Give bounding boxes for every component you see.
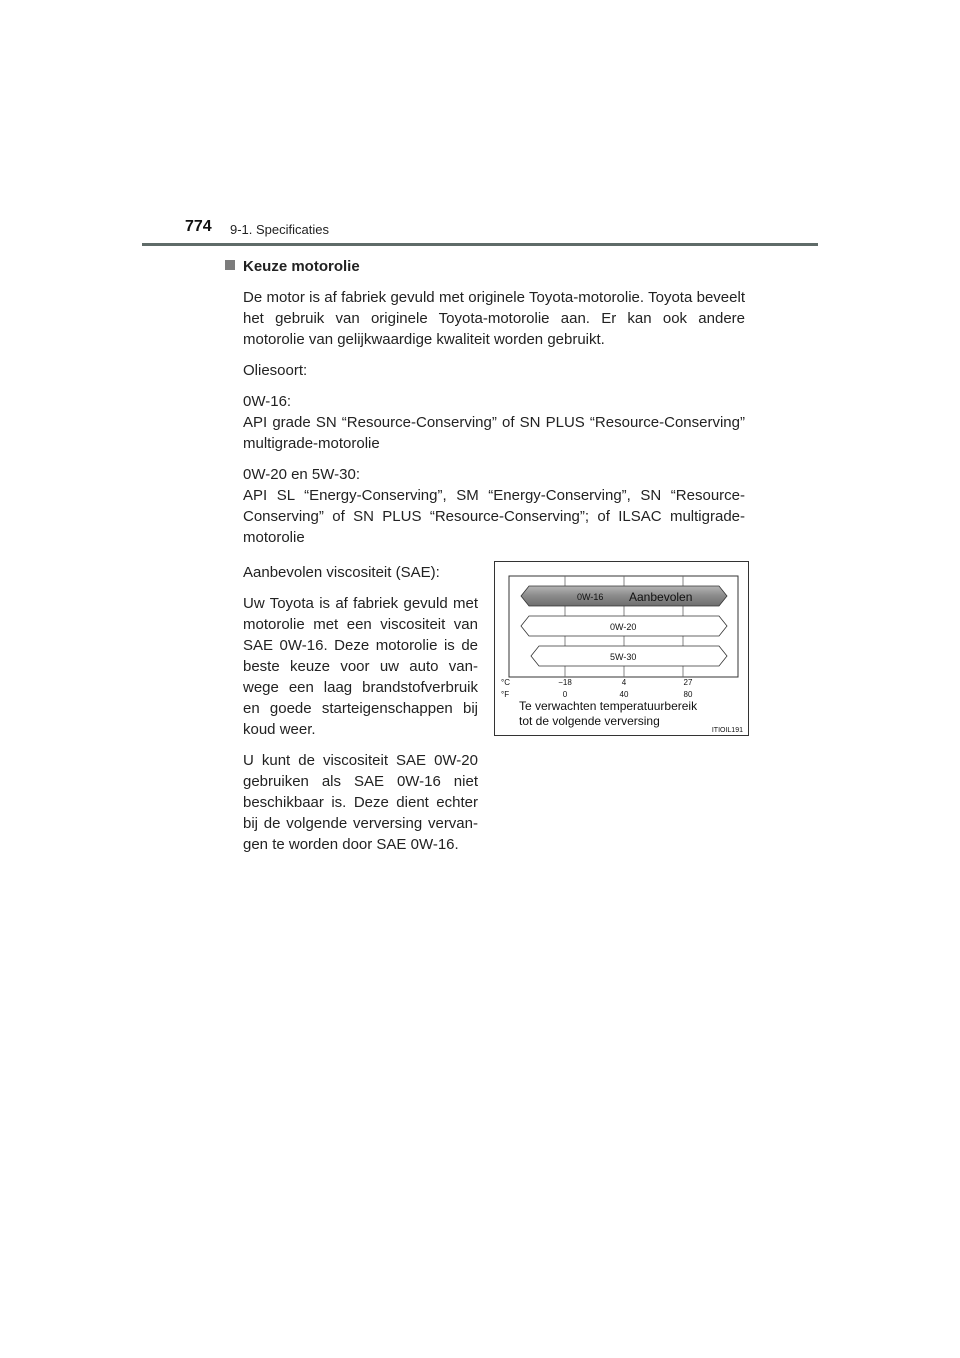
oil-0w20-label: 0W-20 en 5W-30: xyxy=(243,466,361,483)
oil-0w20-text: API SL “Energy-Conserving”, SM “Energy-Conserving”, SN “Resource-Conserving” of SN PLUS “Resource-Conserving”; of ILSAC multigrade-motorolie xyxy=(243,487,745,546)
tick-c-3: 27 xyxy=(683,678,693,687)
page-number: 774 xyxy=(185,218,212,235)
caption-line-2: tot de volgende verversing xyxy=(519,714,660,728)
bar-0w20-grade: 0W-20 xyxy=(610,622,637,632)
viscosity-label: Aanbevolen viscositeit (SAE): xyxy=(243,564,440,581)
section-heading-text: Keuze motorolie xyxy=(243,258,360,275)
header-divider xyxy=(142,243,818,246)
tick-f-3: 80 xyxy=(683,690,693,699)
caption-line-1: Te verwachten temperatuurbereik xyxy=(519,699,698,713)
section-header: 9-1. Specificaties xyxy=(230,222,329,237)
viscosity-chart-svg xyxy=(495,562,748,735)
unit-celsius: °C xyxy=(501,678,510,687)
figure-id: ITIOIL191 xyxy=(711,727,743,734)
oil-type-label: Oliesoort: xyxy=(243,362,308,379)
oil-0w16-label: 0W-16: xyxy=(243,393,292,410)
unit-fahrenheit: °F xyxy=(501,690,510,699)
bar-0w16-label: Aanbevolen xyxy=(629,590,693,604)
tick-f-1: 0 xyxy=(562,690,568,699)
oil-0w16-text: API grade SN “Resource-Conserving” of SN PLUS “Resource-Conserving” multigrade-motorolie xyxy=(243,414,745,452)
viscosity-chart xyxy=(494,561,749,736)
viscosity-paragraph-1: Uw Toyota is af fabriek gevuld met motorolie met een viscositeit van SAE 0W-16. Deze motorolie is de beste keuze voor uw auto van-wege een laag brandstofverbruik en goede starteigenschappen bij koud weer. xyxy=(243,595,478,738)
bar-0w16-recommended xyxy=(521,586,727,606)
tick-c-1: −18 xyxy=(558,678,572,687)
section-heading xyxy=(243,256,745,277)
bar-5w30-grade: 5W-30 xyxy=(610,652,637,662)
tick-f-2: 40 xyxy=(619,690,629,699)
tick-c-2: 4 xyxy=(621,678,627,687)
intro-paragraph: De motor is af fabriek gevuld met originele Toyota-motorolie. Toyota beveelt het gebruik van originele Toyota-motorolie aan. Er kan ook andere motorolie van gelijkwaardige kwaliteit worden gebruikt. xyxy=(243,289,745,348)
square-bullet-icon xyxy=(225,260,235,270)
viscosity-paragraph-2: U kunt de viscositeit SAE 0W-20 gebruiken als SAE 0W-16 niet beschikbaar is. Deze dient echter bij de volgende verversing vervan-gen te worden door SAE 0W-16. xyxy=(243,752,478,853)
bar-0w16-grade: 0W-16 xyxy=(577,592,604,602)
